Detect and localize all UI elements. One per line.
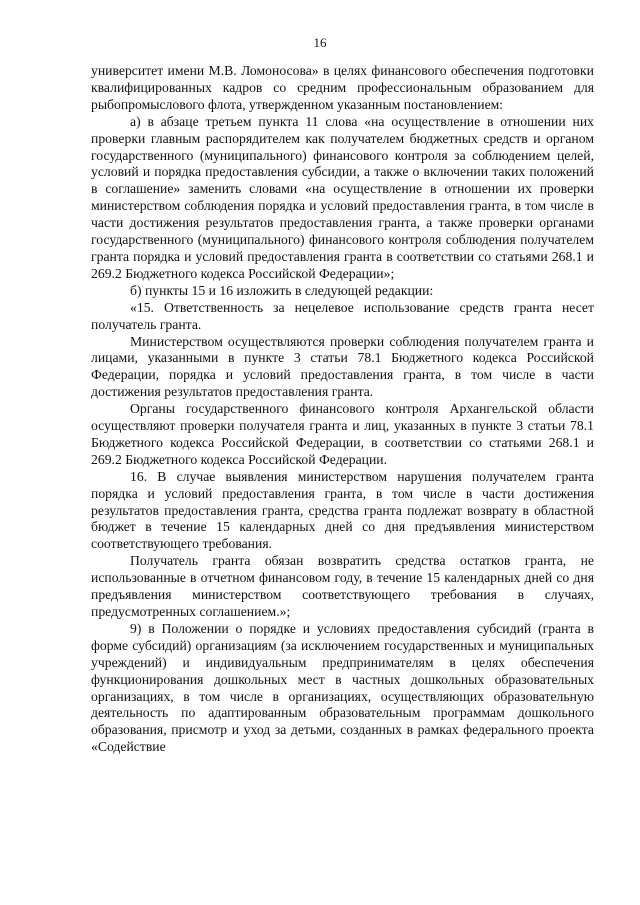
paragraph-continuation: университет имени М.В. Ломоносова» в целях финансового обеспечения подготовки квалифицированных кадров со средним профессиональным образованием для рыбопромыслового флота, утвержденном указанным постановлением: <box>91 63 594 112</box>
page-number: 16 <box>313 35 327 50</box>
paragraph-ministry-checks: Министерством осуществляются проверки соблюдения получателем гранта и лицами, указанными в пункте 3 статьи 78.1 Бюджетного кодекса Российской Федерации, порядка и условий предоставления гранта, в том числе в части достижения результатов предоставления гранта. <box>91 333 594 400</box>
paragraph-item-a: а) в абзаце третьем пункта 11 слова «на осуществление в отношении них проверки главным распорядителем как получателем бюджетных средств и органом государственного (муниципального) финансового контроля за соблюдением целей, условий и порядка предоставления субсидии, а также о включении таких положений в соглашение» заменить словами «на осуществление в отношении их проверки министерством соблюдения порядка и условий предоставления гранта, в том числе в части достижения результатов предоставления гранта, а также проверки органами государственного (муниципального) финансового контроля соблюдения получателем гранта порядка и условий предоставления гранта в соответствии со статьями 268.1 и 269.2 Бюджетного кодекса Российской Федерации»; <box>91 113 594 281</box>
paragraph-control-bodies: Органы государственного финансового контроля Архангельской области осуществляют проверки получателя гранта и лиц, указанных в пункте 3 статьи 78.1 Бюджетного кодекса Российской Федерации, в соответствии со статьями 268.1 и 269.2 Бюджетного кодекса Российской Федерации. <box>91 401 594 467</box>
document-body <box>91 63 594 756</box>
paragraph-item-9: 9) в Положении о порядке и условиях предоставления субсидий (гранта в форме субсидий) организациям (за исключением государственных и муниципальных учреждений) и индивидуальным предпринимателям в целях обеспечения функционирования дошкольных мест в частных дошкольных образовательных организациях, в том числе в организациях, осуществляющих образовательную деятельность по адаптированным образовательным программам дошкольного образования, присмотр и уход за детьми, созданных в рамках федерального проекта «Содействие <box>91 620 594 755</box>
paragraph-grant-return: Получатель гранта обязан возвратить средства остатков гранта, не использованные в отчетном финансовом году, в течение 15 календарных дней со дня предъявления министерством соответствующего требования в случаях, предусмотренных соглашением.»; <box>91 553 594 619</box>
paragraph-clause-15: «15. Ответственность за нецелевое использование средств гранта несет получатель гранта. <box>91 299 594 332</box>
paragraph-item-b: б) пункты 15 и 16 изложить в следующей редакции: <box>130 282 434 298</box>
paragraph-clause-16: 16. В случае выявления министерством нарушения получателем гранта порядка и условий предоставления гранта, в том числе в части достижения результатов предоставления гранта, средства гранта подлежат возврату в областной бюджет в течение 15 календарных дней со дня предъявления министерством соответствующего требования. <box>91 468 594 552</box>
